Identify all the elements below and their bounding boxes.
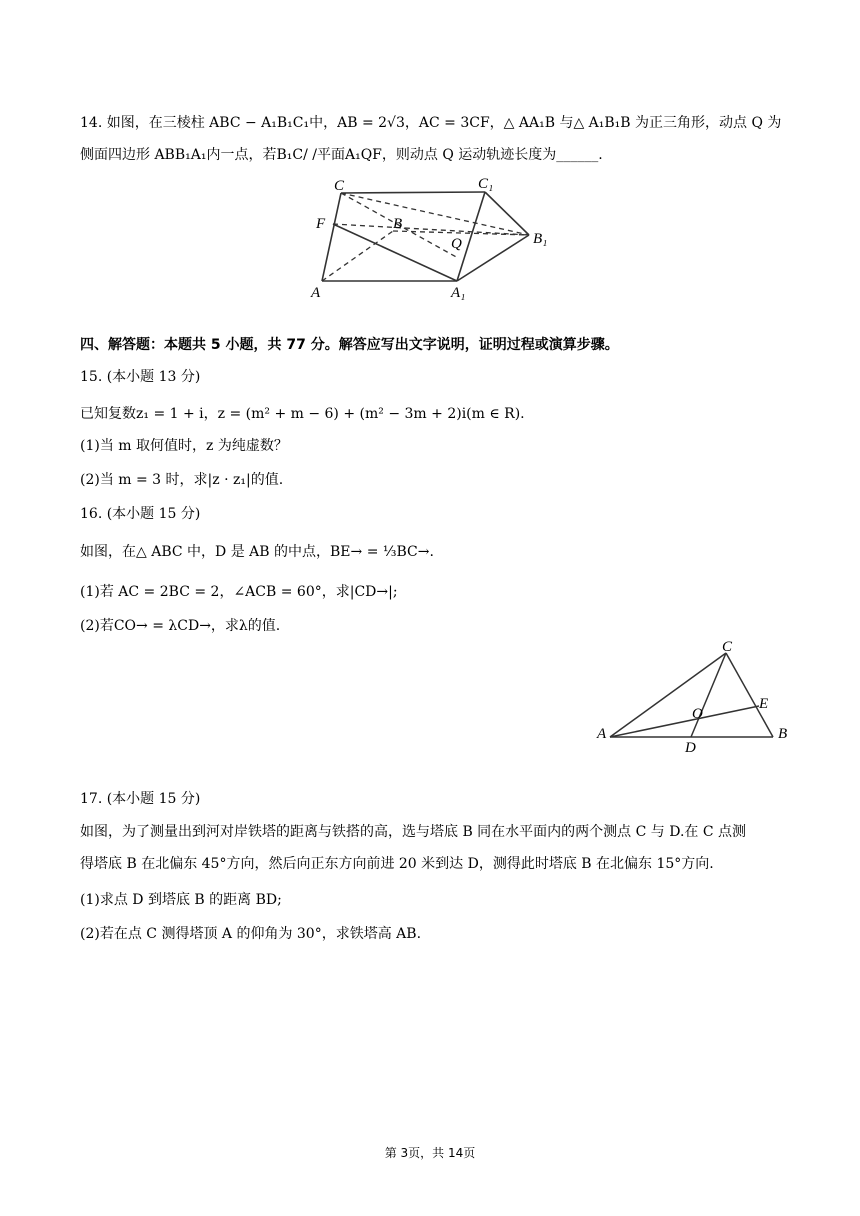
q16-label-D: D — [685, 740, 696, 756]
q14-line2: 侧面四边形 ABB₁A₁内一点，若B₁C/ /平面A₁QF，则动点 Q 运动轨迹长度为______. — [80, 147, 603, 163]
q14-label-Q: Q — [451, 236, 462, 252]
q14-label-A1: A₁ — [451, 285, 466, 301]
q17-number: 17. (本小题 15 分) — [80, 791, 201, 807]
q17-stem-line2: 得塔底 B 在北偏东 45°方向，然后向正东方向前进 20 米到达 D，测得此时塔底 B 在北偏东 15°方向. — [80, 856, 714, 872]
q17-part1: (1)求点 D 到塔底 B 的距离 BD; — [80, 892, 282, 908]
q16-number: 16. (本小题 15 分) — [80, 506, 201, 522]
q16-label-B: B — [778, 726, 788, 742]
q16-label-C: C — [722, 639, 733, 655]
q14-label-B1: B₁ — [533, 231, 548, 247]
q15-part2: (2)当 m = 3 时，求|z · z₁|的值. — [80, 472, 284, 488]
q16-label-O: O — [692, 706, 703, 722]
q14-line1: 14. 如图，在三棱柱 ABC − A₁B₁C₁中，AB = 2√3，AC = 3CF，△ AA₁B 与△ A₁B₁B 为正三角形，动点 Q 为 — [80, 115, 782, 131]
q14-label-C1: C₁ — [478, 176, 494, 192]
q15-part1: (1)当 m 取何值时，z 为纯虚数？ — [80, 438, 288, 454]
section-heading: 四、解答题：本题共 5 小题，共 77 分。解答应写出文字说明，证明过程或演算步骤。 — [80, 337, 619, 353]
q16-label-E: E — [759, 696, 769, 712]
q16-part1: (1)若 AC = 2BC = 2，∠ACB = 60°，求|CD→|; — [80, 584, 398, 600]
q14-label-C: C — [334, 178, 345, 194]
q16-label-A: A — [597, 726, 607, 742]
q16-part2: (2)若CO→ = λCD→，求λ的值. — [80, 618, 281, 634]
q17-part2: (2)若在点 C 测得塔顶 A 的仰角为 30°，求铁塔高 AB. — [80, 926, 422, 942]
q14-label-A: A — [311, 285, 321, 301]
q15-number: 15. (本小题 13 分) — [80, 369, 201, 385]
q15-stem: 已知复数z₁ = 1 + i，z = (m² + m − 6) + (m² − 3m + 2)i(m ∈ R). — [80, 406, 525, 422]
page-footer: 第 3页，共 14页 — [384, 1146, 476, 1160]
q14-label-F: F — [316, 216, 326, 232]
q16-stem: 如图，在△ ABC 中，D 是 AB 的中点，BE→ = ⅓BC→. — [80, 544, 434, 560]
q14-label-B: B — [393, 216, 403, 232]
q17-stem-line1: 如图，为了测量出到河对岸铁塔的距离与铁搭的高，选与塔底 B 同在水平面内的两个测点 C 与 D.在 C 点测 — [80, 824, 747, 840]
